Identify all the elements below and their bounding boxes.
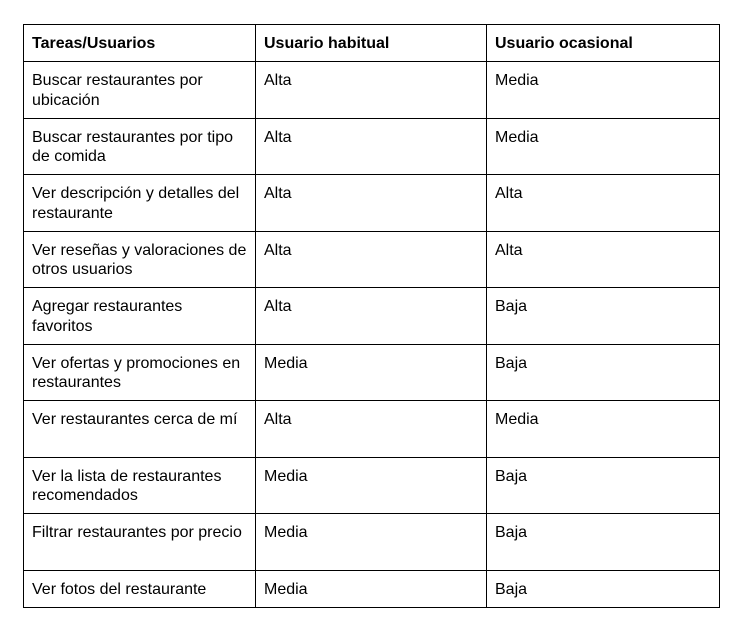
table-row (24, 62, 720, 119)
occasional-priority-cell: Media (487, 401, 720, 458)
task-cell: Ver descripción y detalles del restaurante (24, 175, 256, 232)
habitual-priority-cell: Alta (256, 175, 487, 232)
table-header-row (24, 25, 720, 62)
occasional-priority-cell: Media (487, 118, 720, 175)
task-cell: Ver restaurantes cerca de mí (24, 401, 256, 458)
occasional-priority-cell: Baja (487, 570, 720, 607)
table-row (24, 401, 720, 458)
habitual-priority-cell: Alta (256, 401, 487, 458)
task-cell: Filtrar restaurantes por precio (24, 514, 256, 571)
occasional-priority-cell: Media (487, 62, 720, 119)
occasional-priority-cell: Baja (487, 344, 720, 401)
header-tasks: Tareas/Usuarios (24, 25, 256, 62)
occasional-priority-cell: Baja (487, 514, 720, 571)
habitual-priority-cell: Media (256, 344, 487, 401)
task-cell: Ver la lista de restaurantes recomendados (24, 457, 256, 514)
task-cell: Agregar restaurantes favoritos (24, 288, 256, 345)
habitual-priority-cell: Alta (256, 62, 487, 119)
table-row (24, 118, 720, 175)
habitual-priority-cell: Media (256, 514, 487, 571)
habitual-priority-cell: Alta (256, 288, 487, 345)
habitual-priority-cell: Media (256, 570, 487, 607)
table-row (24, 570, 720, 607)
table-row (24, 344, 720, 401)
table-row (24, 457, 720, 514)
header-habitual-user: Usuario habitual (256, 25, 487, 62)
table-row (24, 288, 720, 345)
occasional-priority-cell: Alta (487, 175, 720, 232)
table-row (24, 231, 720, 288)
task-cell: Ver reseñas y valoraciones de otros usuarios (24, 231, 256, 288)
task-cell: Ver fotos del restaurante (24, 570, 256, 607)
table-row (24, 514, 720, 571)
task-priority-table (23, 24, 720, 608)
task-cell: Buscar restaurantes por tipo de comida (24, 118, 256, 175)
habitual-priority-cell: Alta (256, 118, 487, 175)
habitual-priority-cell: Alta (256, 231, 487, 288)
habitual-priority-cell: Media (256, 457, 487, 514)
task-cell: Ver ofertas y promociones en restaurantes (24, 344, 256, 401)
table-row (24, 175, 720, 232)
occasional-priority-cell: Baja (487, 457, 720, 514)
header-occasional-user: Usuario ocasional (487, 25, 720, 62)
task-cell: Buscar restaurantes por ubicación (24, 62, 256, 119)
occasional-priority-cell: Alta (487, 231, 720, 288)
occasional-priority-cell: Baja (487, 288, 720, 345)
